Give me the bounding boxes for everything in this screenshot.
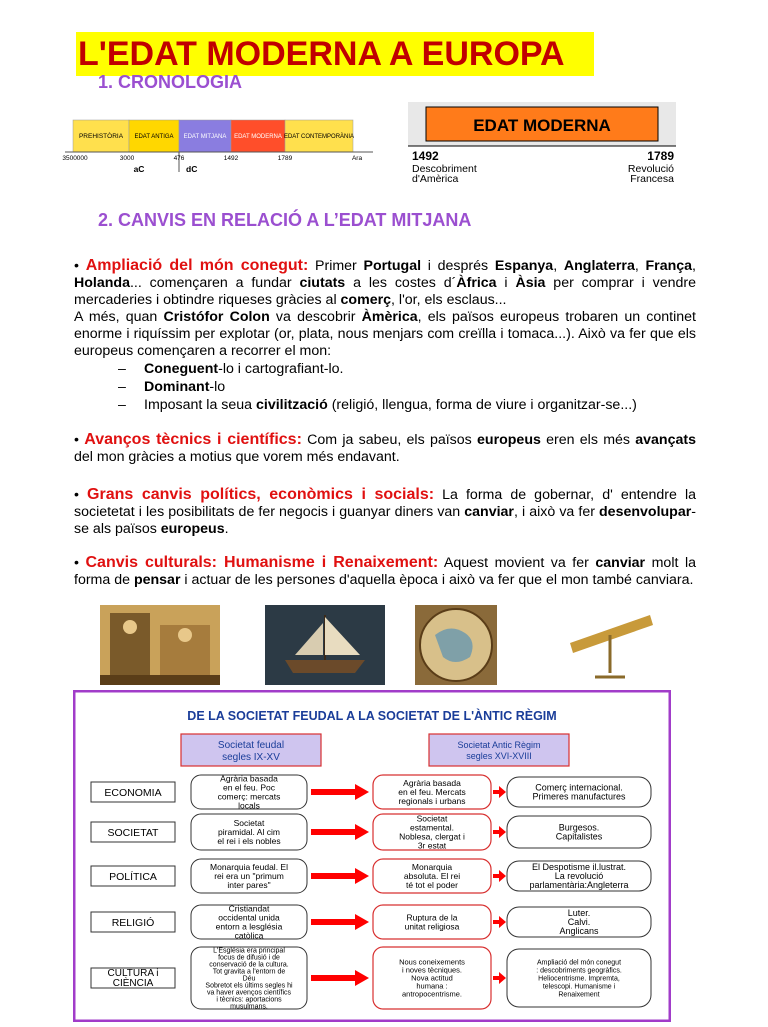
lead-grans-canvis: Grans canvis polítics, econòmics i socials:: [87, 486, 435, 503]
section-heading-canvis: 2. CANVIS EN RELACIÓ A L’EDAT MITJANA: [98, 210, 472, 230]
change-box-text: Burgesos.: [558, 822, 600, 833]
feudal-box-text: Cristiandat: [228, 903, 270, 914]
world-map-image: [415, 605, 497, 685]
edat-moderna-graphic: [408, 102, 676, 184]
section-heading-cronologia: 1. CRONOLOGIA: [98, 72, 243, 92]
tick-476: 476: [173, 155, 185, 162]
change-box-text: : descobriments geogràfics.: [536, 967, 622, 975]
change-box-text: Primeres manufactures: [532, 791, 626, 802]
change-box-text: Heliocentrisme. Impremta,: [538, 975, 620, 983]
period-prehistoria: PREHISTÒRIA: [78, 133, 124, 140]
edat-end-label-2: Francesa: [630, 173, 674, 184]
feudal-box-text: musulmans.: [230, 1003, 268, 1011]
feudal-box-text: Societat: [233, 817, 265, 828]
antic-box-text: antropocentrisme.: [401, 989, 463, 999]
column-header-feudal-2: segles IX-XV: [222, 752, 280, 763]
antic-box-text: estamental.: [410, 822, 454, 833]
tick-1789: 1789: [277, 155, 293, 162]
paragraph-ampliacio: • Ampliació del món conegut: Primer Portugal i després Espanya, Anglaterra, França, Holanda... començaren a fundar ciutats a les costes d´Àfrica i Àsia per comprar i vendre mercaderies i obtindre riqueses gràcies al comerç, l'or, els esclaus... A més, quan Cristófor Colon va descobrir Àmèrica, els països europeus trobaren un continet enorme i riquíssim per explotar (or, plata, nous menjars com creïlla i tomaca...). Això va fer que els europeus començaren a recorrer el mon:: [74, 257, 696, 359]
period-mitjana: EDAT MITJANA: [183, 134, 227, 140]
feudal-box-text: occidental unida: [218, 912, 280, 923]
edat-end-label-1: Revolució: [627, 163, 674, 175]
feudal-box-text: L'Església era principal: [213, 947, 285, 955]
antic-box-text: Nova actitud: [411, 973, 453, 983]
tick-3500000: 3500000: [62, 155, 88, 162]
feudal-box-text: inter pares": [227, 879, 271, 890]
societat-diagram: [73, 690, 671, 1022]
list-recorrer: [118, 360, 698, 414]
edat-end: 1789: [647, 149, 674, 163]
change-box-text: La revolució: [554, 871, 604, 882]
change-box-text: Calvi.: [567, 917, 591, 928]
feudal-box-text: conservació de la cultura.: [209, 961, 289, 969]
antic-box-text: Agrària basada: [403, 777, 461, 788]
feudal-box-text: catòlica: [234, 930, 264, 941]
antic-box-text: Monarquia: [411, 861, 453, 872]
change-box-text: El Despotisme il.lustrat.: [531, 862, 627, 873]
period-antiga: EDAT ANTIGA: [134, 134, 174, 140]
column-header-antic-1: Societat Antic Règim: [457, 740, 541, 750]
feudal-box-text: comerç: mercats: [217, 791, 281, 802]
list-item: – Dominant-lo: [118, 378, 698, 396]
antic-box-text: en el feu. Mercats: [398, 786, 466, 797]
column-header-feudal-1: Societat feudal: [217, 740, 285, 751]
edat-start: 1492: [412, 149, 439, 163]
period-moderna: EDAT MODERNA: [234, 134, 282, 140]
antic-box-text: humana :: [416, 981, 448, 991]
feudal-box-text: Monarquia feudal. El: [210, 861, 288, 872]
antic-box-text: Noblesa, clergat i: [399, 831, 465, 842]
feudal-box-text: Déu: [242, 975, 256, 983]
feudal-box-text: Sobretot els últims segles hi: [205, 982, 293, 990]
row-label-text: CIÈNCIA: [112, 978, 154, 989]
antic-box-text: Ruptura de la: [406, 912, 458, 923]
edat-start-label-2: d'Amèrica: [412, 173, 459, 184]
row-label-text: SOCIETAT: [107, 827, 159, 839]
antic-box-text: regionals i urbans: [398, 795, 466, 806]
feudal-box-text: entorn a lesglésia: [215, 921, 283, 932]
tick-ara: Ara: [351, 155, 363, 162]
feudal-box-text: Tot gravita a l'entorn de: [212, 968, 286, 976]
edat-heading: EDAT MODERNA: [473, 116, 611, 135]
change-box-text: parlamentària:Angleterra: [529, 880, 629, 891]
telescope-image: [555, 605, 660, 685]
list-item: – Imposant la seua civilització (religió, llengua, forma de viure i organitzar-se...): [118, 396, 698, 414]
edat-start-label-1: Descobriment: [412, 163, 477, 175]
column-header-antic: [429, 734, 569, 766]
period-contemporania: EDAT CONTEMPORÀNIA: [283, 134, 355, 140]
row-label-text: CULTURA i: [107, 968, 159, 979]
tick-3000: 3000: [119, 155, 135, 162]
lead-canvis-culturals: Canvis culturals: Humanisme i Renaixement:: [85, 554, 439, 571]
feudal-box-text: va haver avenços científics: [206, 989, 292, 997]
antic-box-text: absoluta. El rei: [403, 870, 461, 881]
paragraph-avancos: • Avanços tècnics i científics: Com ja sabeu, els països europeus eren els més avançats del mon gràcies a motius que vorem més endavant.: [74, 431, 696, 465]
row-label-text: RELIGIÓ: [111, 917, 155, 929]
feudal-box-text: locals: [238, 800, 260, 811]
antic-box-text: 3r estat: [417, 840, 447, 851]
column-header-antic-2: segles XVI-XVIII: [466, 751, 532, 761]
lead-avancos: Avanços tècnics i científics:: [84, 431, 302, 448]
caravel-image: [265, 605, 385, 685]
change-box-text: Ampliació del món conegut: [536, 959, 622, 967]
antic-box-text: Societat: [416, 813, 448, 824]
timeline-graphic: [55, 102, 380, 188]
paragraph-grans-canvis: • Grans canvis polítics, econòmics i socials: La forma de gobernar, d' entendre la societetat i les posibilitats de fer negocis i guanyar diners van canviar, i això va fer desenvolupar-se als països europeus.: [74, 486, 696, 537]
feudal-box-text: en el feu. Poc: [223, 782, 275, 793]
tick-1492: 1492: [223, 155, 239, 162]
antic-box-text: i noves tècniques.: [401, 965, 463, 975]
feudal-box-text: rei era un "primum: [214, 870, 284, 881]
change-box-text: Capitalistes: [555, 831, 603, 842]
antic-box-text: té tot el poder: [406, 879, 458, 890]
feudal-box-text: piramidal. Al cim: [218, 826, 280, 837]
label-dc: dC: [186, 164, 198, 174]
feudal-box-text: el rei i els nobles: [217, 835, 281, 846]
paragraph-canvis-culturals: • Canvis culturals: Humanisme i Renaixement: Aquest movient va fer canviar molt la forma de pensar i actuar de les persones d'aquella època i això va fer que el mon també canviara.: [74, 554, 696, 588]
change-box-text: Comerç internacional.: [535, 782, 623, 793]
antic-box-text: Nous coneixements: [399, 957, 465, 967]
change-box-text: Luter.: [567, 908, 591, 919]
feudal-box-text: focus de difusió i de: [218, 954, 280, 962]
diagram-title: DE LA SOCIETAT FEUDAL A LA SOCIETAT DE L'ÀNTIC RÈGIM: [187, 709, 557, 723]
lead-ampliacio: Ampliació del món conegut:: [85, 257, 309, 274]
printing-press-image: [100, 605, 220, 685]
antic-box-text: unitat religiosa: [404, 921, 460, 932]
row-label-text: POLÍTICA: [109, 871, 157, 883]
feudal-box-text: i tècnics: aportacions: [216, 996, 282, 1004]
row-label-text: ECONOMIA: [104, 787, 162, 799]
feudal-box-text: Agrària basada: [220, 773, 278, 784]
change-box-text: Anglicans: [559, 926, 599, 937]
change-box-text: Renaixement: [558, 991, 600, 999]
change-box-text: telescopi. Humanisme i: [542, 983, 616, 991]
label-ac: aC: [133, 164, 145, 174]
list-item: – Coneguent-lo i cartografiant-lo.: [118, 360, 698, 378]
page-title: L'EDAT MODERNA A EUROPA: [76, 32, 594, 76]
